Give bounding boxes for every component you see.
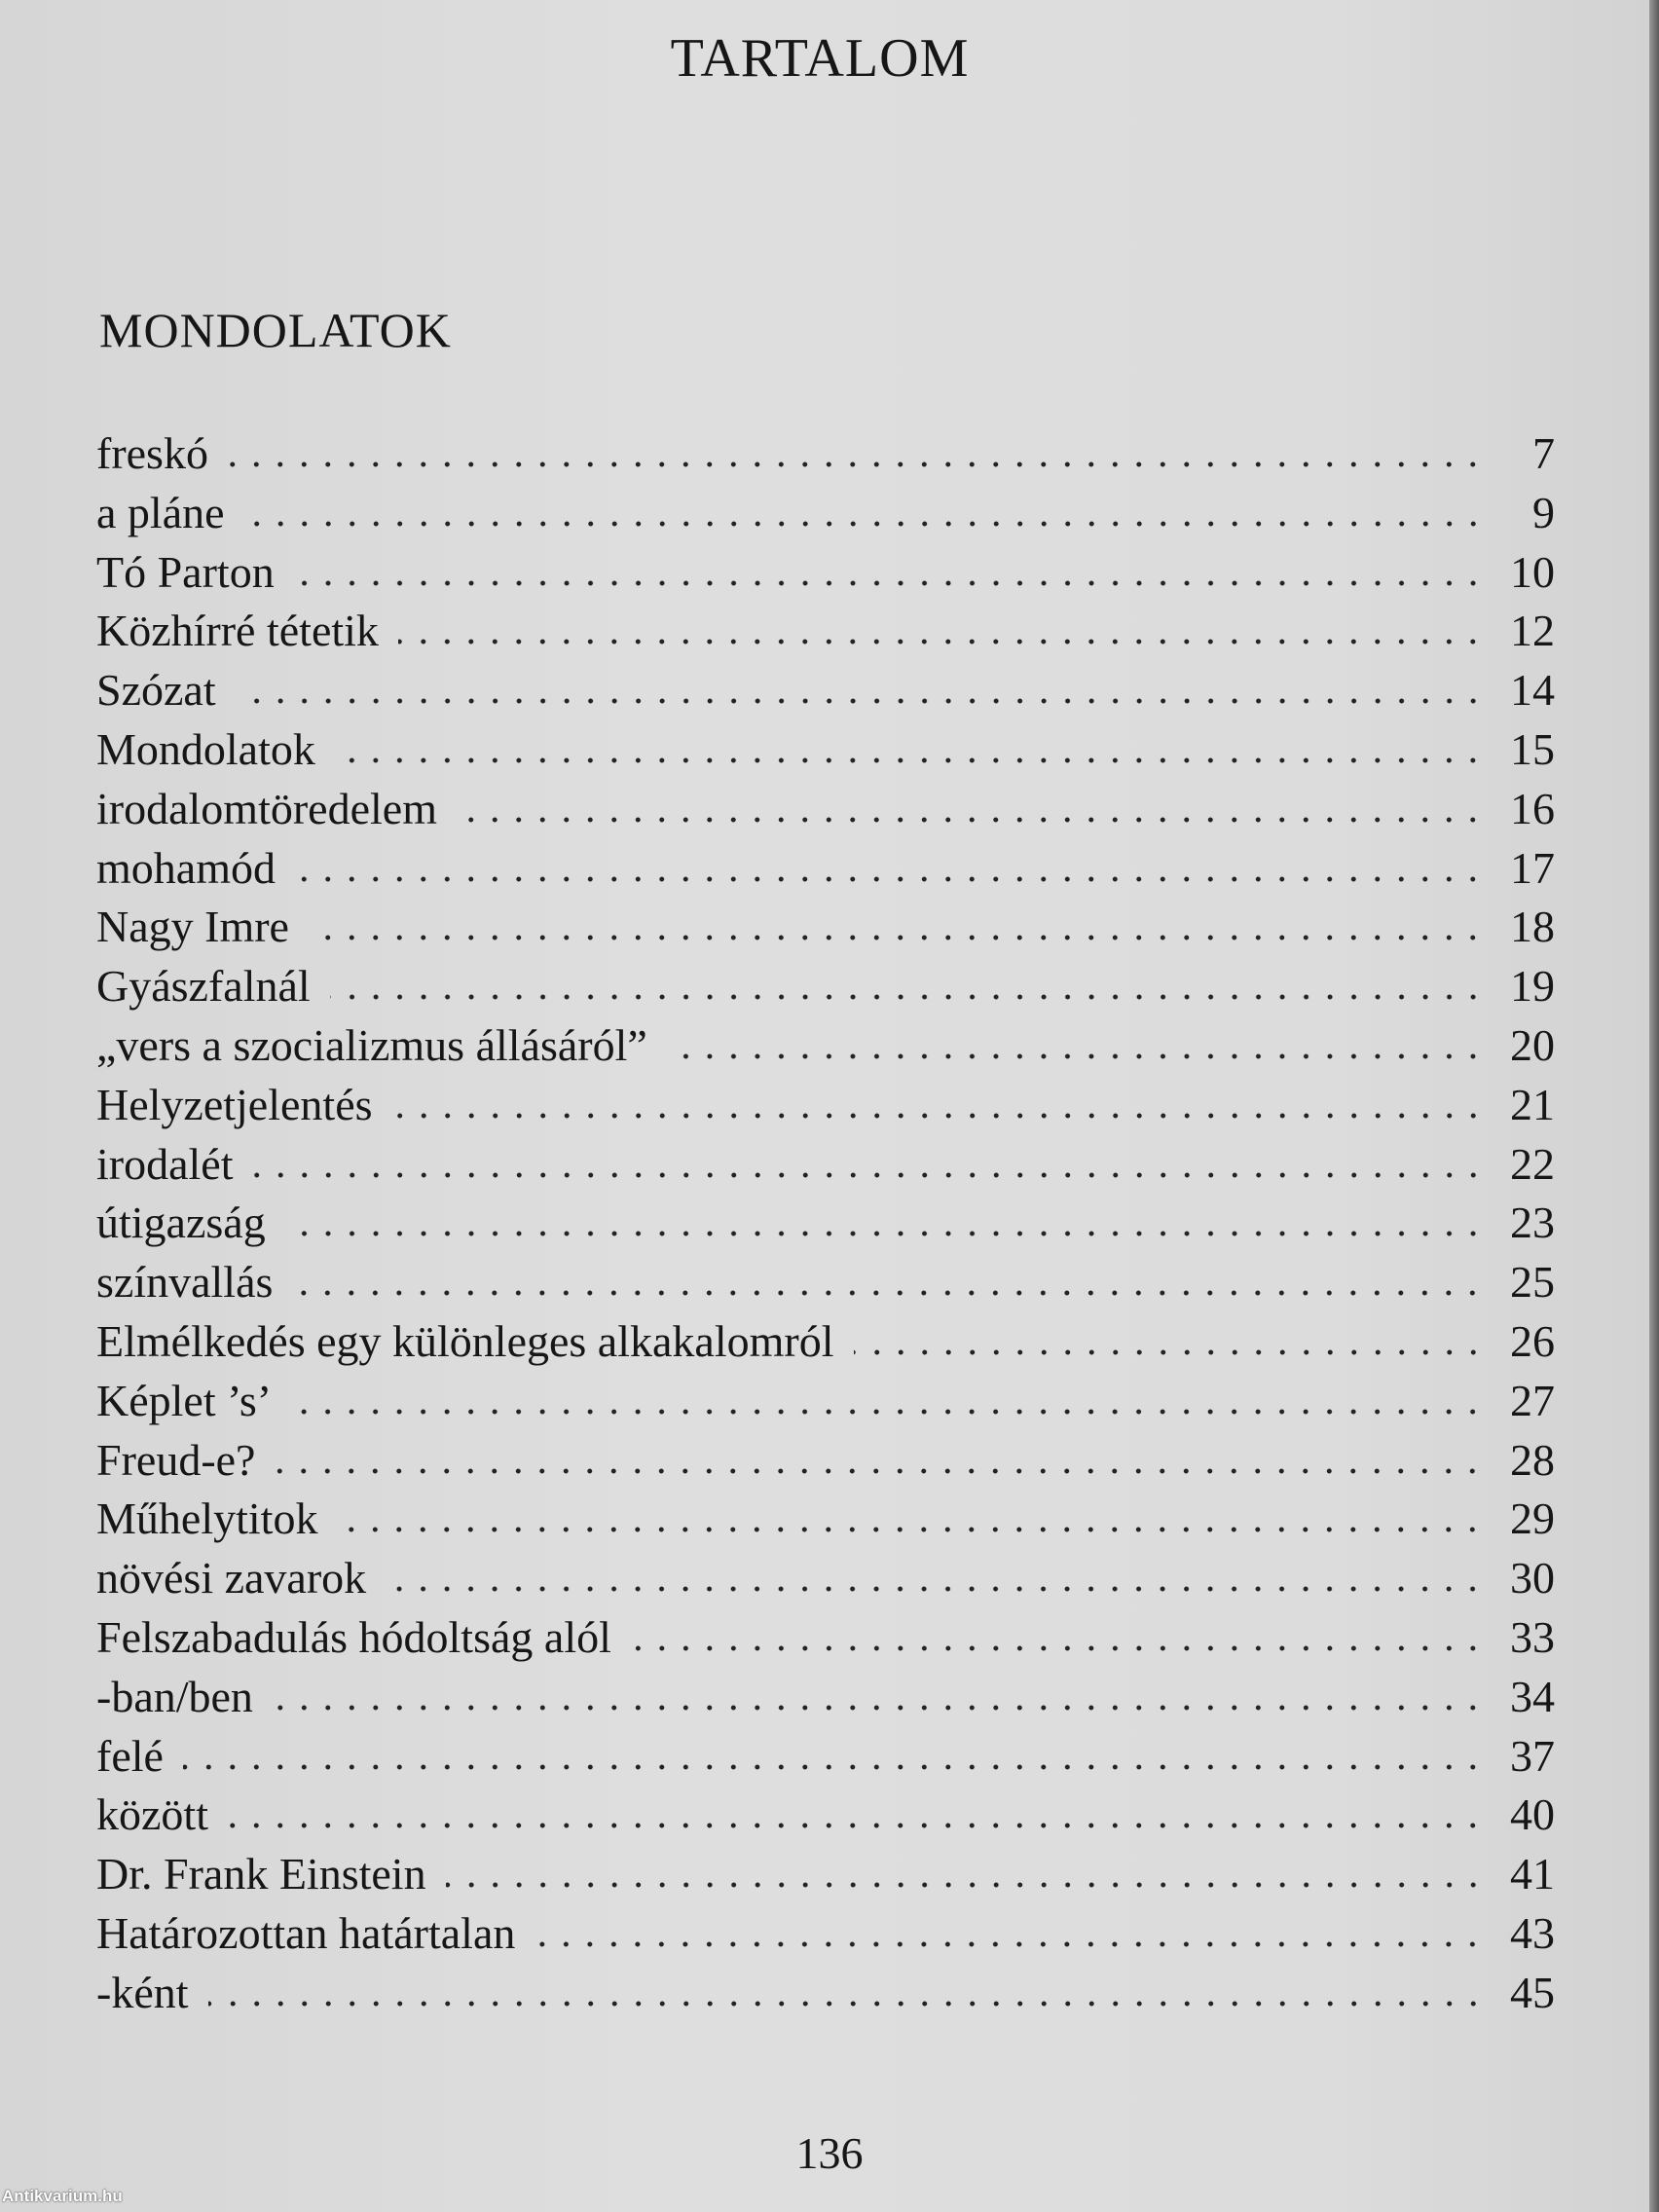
toc-entry-title: Műhelytitok	[96, 1493, 318, 1544]
toc-entry	[96, 1608, 1555, 1668]
page-edge-shadow	[1649, 0, 1659, 2212]
toc-entry-title: Tó Parton	[96, 546, 275, 597]
toc-entry	[96, 1076, 1555, 1135]
toc-entry-page: 27	[1510, 1375, 1555, 1425]
dot-leader	[228, 461, 1485, 468]
toc-entry	[96, 1668, 1555, 1727]
toc-entry-title: Nagy Imre	[96, 902, 289, 952]
toc-entry	[96, 1194, 1555, 1253]
dot-leader	[446, 1881, 1485, 1889]
toc-entry-page: 15	[1510, 723, 1555, 774]
toc-entry-title: Gyászfalnál	[96, 961, 311, 1012]
toc-entry	[96, 898, 1555, 957]
toc-entry-title: a pláne	[96, 487, 225, 537]
toc-entry	[96, 1490, 1555, 1549]
toc-entry-page: 20	[1510, 1019, 1555, 1070]
toc-entry	[96, 720, 1555, 780]
toc-entry-title: felé	[96, 1730, 164, 1781]
dot-leader	[335, 756, 1485, 764]
toc-entry-page: 7	[1532, 428, 1555, 478]
dot-leader	[291, 1408, 1485, 1416]
dot-leader	[228, 1822, 1485, 1829]
toc-entry	[96, 1845, 1555, 1904]
toc-entry-title: „vers a szocializmus állásáról”	[96, 1019, 647, 1070]
toc-entry-page: 37	[1510, 1730, 1555, 1781]
toc-entry-title: mohamód	[96, 842, 276, 893]
toc-entry-title: útigazság	[96, 1198, 266, 1248]
toc-entry	[96, 780, 1555, 839]
toc-entry-page: 12	[1510, 606, 1555, 656]
dot-leader	[457, 816, 1485, 824]
toc-entry-title: -ként	[96, 1967, 189, 2017]
dot-leader	[183, 1763, 1485, 1771]
toc-entry-title: Határozottan határtalan	[96, 1907, 516, 1958]
toc-entry-page: 41	[1510, 1849, 1555, 1899]
dot-leader	[854, 1348, 1486, 1356]
toc-entry-title: Képlet ’s’	[96, 1375, 273, 1425]
dot-leader	[294, 579, 1485, 587]
toc-entry-title: irodalomtöredelem	[96, 783, 437, 833]
toc-entry-page: 43	[1510, 1907, 1555, 1958]
toc-entry-page: 14	[1510, 665, 1555, 716]
toc-entry	[96, 543, 1555, 603]
dot-leader	[309, 934, 1485, 941]
toc-entry	[96, 1253, 1555, 1312]
toc-entry-title: Közhírré tétetik	[96, 606, 379, 656]
toc-entry-page: 34	[1510, 1671, 1555, 1721]
toc-entry-title: növési zavarok	[96, 1553, 367, 1604]
toc-entry	[96, 424, 1555, 484]
toc-entry-page: 45	[1510, 1967, 1555, 2017]
table-of-contents	[96, 424, 1555, 2023]
toc-entry	[96, 1016, 1555, 1076]
dot-leader	[236, 697, 1485, 705]
toc-entry-title: Dr. Frank Einstein	[96, 1849, 426, 1899]
section-heading: MONDOLATOK	[99, 303, 452, 357]
dot-leader	[535, 1940, 1485, 1948]
toc-entry	[96, 1372, 1555, 1431]
toc-entry-title: Mondolatok	[96, 723, 315, 774]
toc-entry	[96, 839, 1555, 899]
toc-entry-title: freskó	[96, 428, 208, 478]
dot-leader	[295, 875, 1485, 883]
dot-leader	[285, 1230, 1485, 1237]
toc-entry-page: 40	[1510, 1789, 1555, 1840]
toc-entry-title: -ban/ben	[96, 1671, 253, 1721]
page-title: TARTALOM	[670, 28, 970, 89]
toc-entry	[96, 661, 1555, 720]
toc-entry	[96, 1549, 1555, 1608]
dot-leader	[386, 1585, 1485, 1593]
toc-entry-page: 16	[1510, 783, 1555, 833]
toc-entry	[96, 957, 1555, 1016]
toc-entry-page: 19	[1510, 961, 1555, 1012]
dot-leader	[273, 1704, 1485, 1712]
toc-entry-page: 30	[1510, 1553, 1555, 1604]
toc-entry-page: 23	[1510, 1198, 1555, 1248]
toc-entry-page: 10	[1510, 546, 1555, 597]
toc-entry	[96, 602, 1555, 661]
toc-entry-title: Freud-e?	[96, 1434, 256, 1485]
dot-leader	[337, 1526, 1485, 1533]
toc-entry	[96, 1312, 1555, 1372]
dot-leader	[392, 1112, 1485, 1120]
toc-entry-title: között	[96, 1789, 208, 1840]
toc-entry-page: 17	[1510, 842, 1555, 893]
page-number: 136	[795, 2128, 864, 2178]
toc-entry-page: 33	[1510, 1611, 1555, 1662]
dot-leader	[253, 1171, 1486, 1179]
toc-entry	[96, 1904, 1555, 1964]
toc-entry	[96, 484, 1555, 543]
toc-entry-title: Felszabadulás hódoltság alól	[96, 1611, 611, 1662]
toc-entry-page: 28	[1510, 1434, 1555, 1485]
watermark: Antikvarium.hu	[2, 2187, 123, 2205]
toc-entry	[96, 1786, 1555, 1845]
dot-leader	[631, 1644, 1485, 1652]
toc-entry	[96, 1135, 1555, 1195]
toc-entry-title: Helyzetjelentés	[96, 1079, 373, 1129]
toc-entry-page: 22	[1510, 1138, 1555, 1189]
dot-leader	[330, 993, 1485, 1001]
toc-entry	[96, 1727, 1555, 1787]
toc-entry-title: irodalét	[96, 1138, 234, 1189]
dot-leader	[244, 520, 1485, 528]
toc-entry-title: Elmélkedés egy különleges alkakalomról	[96, 1315, 834, 1366]
toc-entry-page: 18	[1510, 902, 1555, 952]
toc-entry	[96, 1964, 1555, 2023]
toc-entry-page: 9	[1532, 487, 1555, 537]
dot-leader	[398, 638, 1485, 645]
toc-entry-page: 26	[1510, 1315, 1555, 1366]
dot-leader	[208, 2000, 1485, 2008]
dot-leader	[275, 1467, 1485, 1475]
toc-entry-page: 21	[1510, 1079, 1555, 1129]
dot-leader	[292, 1289, 1485, 1297]
toc-entry-title: színvallás	[96, 1257, 274, 1308]
toc-entry-title: Szózat	[96, 665, 216, 716]
toc-entry-page: 29	[1510, 1493, 1555, 1544]
dot-leader	[667, 1052, 1485, 1060]
toc-entry-page: 25	[1510, 1257, 1555, 1308]
toc-entry	[96, 1431, 1555, 1491]
